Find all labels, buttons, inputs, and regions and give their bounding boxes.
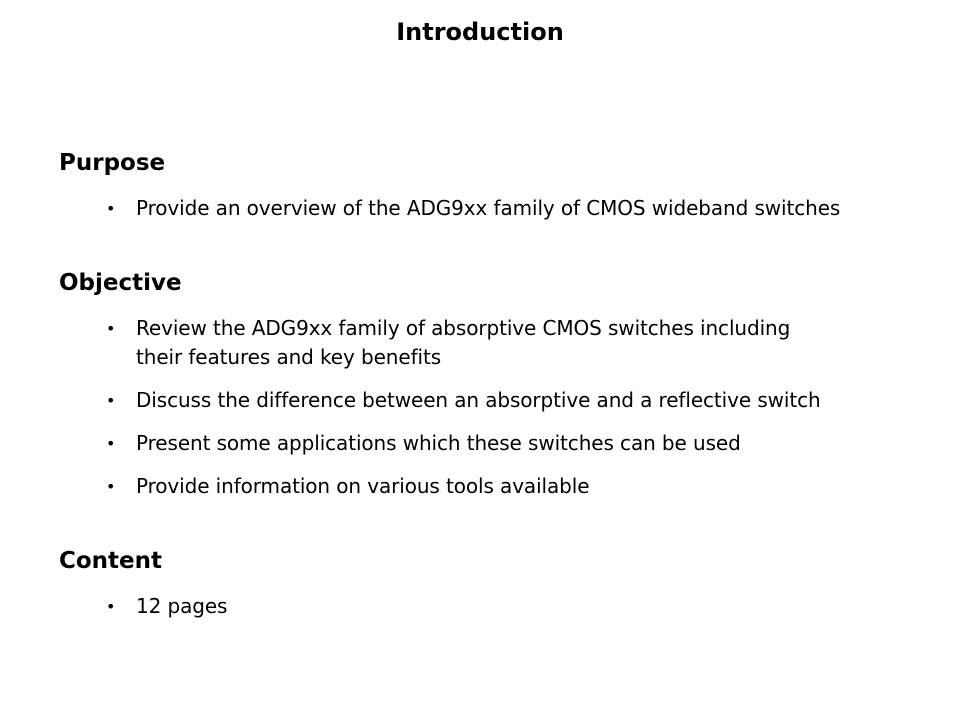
- section-content: [59, 546, 919, 621]
- section-heading: Objective: [59, 270, 182, 296]
- bullet-dot-icon: •: [106, 391, 116, 410]
- bullet-list: [59, 314, 919, 501]
- section-heading: Purpose: [59, 150, 166, 176]
- bullet-item: [59, 592, 836, 621]
- bullet-dot-icon: •: [106, 434, 116, 453]
- bullet-text: 12 pages: [136, 594, 228, 618]
- section-purpose: [59, 148, 919, 223]
- bullet-item: [59, 314, 836, 372]
- bullet-item: [59, 386, 881, 415]
- bullet-item: [59, 194, 881, 223]
- bullet-text: Review the ADG9xx family of absorptive CMOS switches including their features and key benefits: [136, 316, 791, 369]
- bullet-list: [59, 592, 919, 621]
- bullet-dot-icon: •: [106, 597, 116, 616]
- bullet-dot-icon: •: [106, 477, 116, 496]
- bullet-item: [59, 429, 916, 458]
- bullet-text: Present some applications which these switches can be used: [136, 431, 741, 455]
- bullet-dot-icon: •: [106, 319, 116, 338]
- bullet-dot-icon: •: [106, 199, 116, 218]
- bullet-text: Discuss the difference between an absorptive and a reflective switch: [136, 388, 821, 412]
- section-heading: Content: [59, 548, 163, 574]
- section-objective: [59, 268, 919, 501]
- slide-title: Introduction: [396, 18, 564, 46]
- bullet-text: Provide an overview of the ADG9xx family of CMOS wideband switches: [136, 196, 841, 220]
- bullet-list: [59, 194, 919, 223]
- bullet-item: [59, 472, 916, 501]
- bullet-text: Provide information on various tools available: [136, 474, 590, 498]
